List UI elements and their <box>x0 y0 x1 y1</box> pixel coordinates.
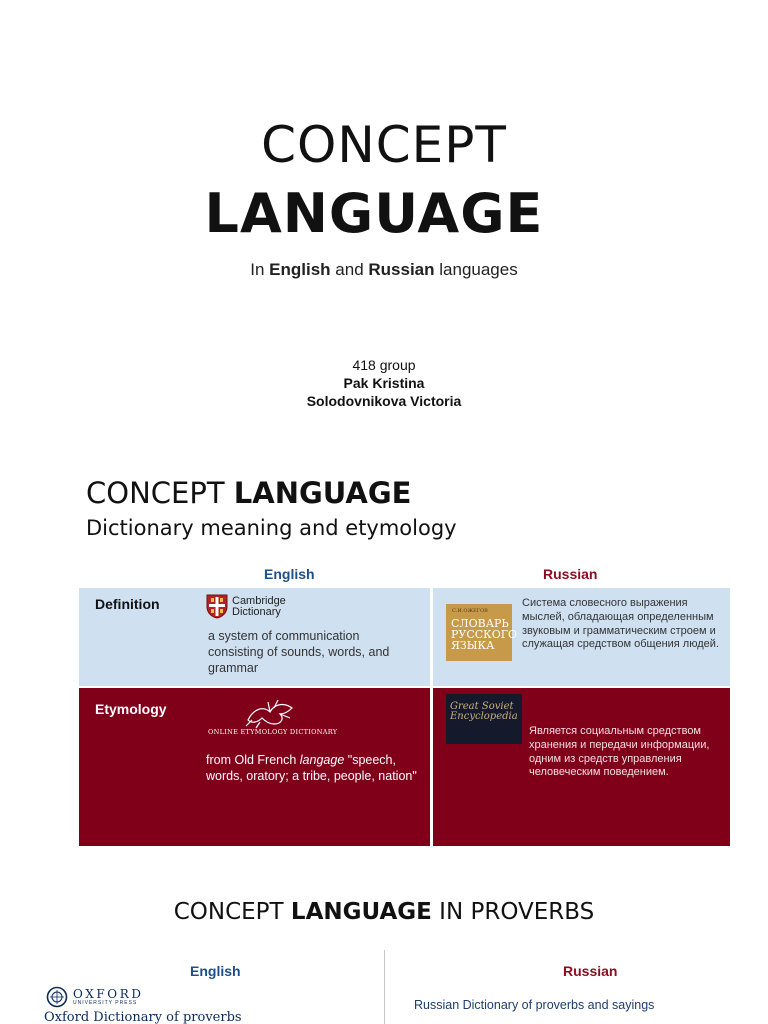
oxford-dictionary-name: Oxford Dictionary of proverbs <box>44 1010 242 1024</box>
authors-block <box>0 356 768 410</box>
etymology-logo-text: ONLINE ETYMOLOGY DICTIONARY <box>208 728 338 736</box>
ozhegov-dictionary-cover <box>446 604 518 661</box>
oxford-logo-text <box>73 988 144 1006</box>
etymology-russian-text: Является социальным средством хранения и передачи информации, одним из средств управления человеческим поведением. <box>529 725 710 779</box>
cambridge-line1: Cambridge <box>232 594 286 607</box>
cover-title-language: LANGUAGE <box>204 182 544 245</box>
proverbs-title-plain1: CONCEPT <box>173 899 291 925</box>
subtitle-russian: Russian <box>368 260 435 279</box>
russian-proverbs-source: Russian Dictionary of proverbs and sayings <box>414 998 655 1012</box>
proverbs-header-english: English <box>190 963 241 979</box>
oxford-logo <box>46 986 144 1008</box>
subtitle-prefix: In <box>250 260 270 279</box>
proverbs-title-bold: LANGUAGE <box>290 899 432 925</box>
cover-subtitle <box>0 260 768 280</box>
etymology-english-text <box>206 752 421 784</box>
cambridge-shield-icon <box>206 594 228 619</box>
cambridge-logo-text <box>232 596 286 618</box>
ozhegov-title: СЛОВАРЬ РУССКОГО ЯЗЫКА <box>451 617 518 652</box>
etymology-word: langage <box>299 753 345 767</box>
row-label-definition: Definition <box>95 596 160 612</box>
section-subtitle: Dictionary meaning and etymology <box>86 516 457 540</box>
definition-russian-text: Система словесного выражения мыслей, обладающая определенным звуковым и грамматическим строем и служащая средством общения людей. <box>522 597 719 651</box>
cambridge-line2: Dictionary <box>232 605 281 618</box>
section-title-bold: LANGUAGE <box>233 476 412 510</box>
section-title <box>86 476 411 510</box>
column-header-english: English <box>264 566 315 582</box>
subtitle-english: English <box>269 260 331 279</box>
subtitle-mid: and <box>330 260 369 279</box>
proverbs-title-plain2: IN PROVERBS <box>431 899 595 925</box>
oxford-subline: UNIVERSITY PRESS <box>73 1000 138 1006</box>
proverbs-section-title <box>0 899 768 925</box>
proverbs-header-russian: Russian <box>563 963 618 979</box>
etymology-prefix: from Old French <box>206 753 300 767</box>
author-name: Pak Kristina <box>343 375 425 391</box>
cambridge-dictionary-logo <box>206 594 286 619</box>
oxford-wordmark: OXFORD <box>73 987 144 1001</box>
section-title-plain: CONCEPT <box>86 476 234 510</box>
author-name: Solodovnikova Victoria <box>306 393 462 409</box>
great-soviet-encyclopedia-cover <box>446 694 522 744</box>
oxford-emblem-icon <box>46 986 68 1008</box>
subtitle-suffix: languages <box>434 260 518 279</box>
cover-title-concept: CONCEPT <box>261 116 507 174</box>
ozhegov-author: С.И.ОЖЕГОВ <box>452 608 488 614</box>
etymology-suffix: "speech, words, oratory; a tribe, people, nation" <box>206 753 417 783</box>
definition-english-text: a system of communication consisting of sounds, words, and grammar <box>208 629 390 675</box>
gse-title: Great Soviet Encyclopedia <box>450 701 518 722</box>
row-label-etymology: Etymology <box>95 701 167 717</box>
group-number: 418 group <box>352 357 416 373</box>
column-header-russian: Russian <box>543 566 598 582</box>
column-divider <box>384 950 385 1024</box>
